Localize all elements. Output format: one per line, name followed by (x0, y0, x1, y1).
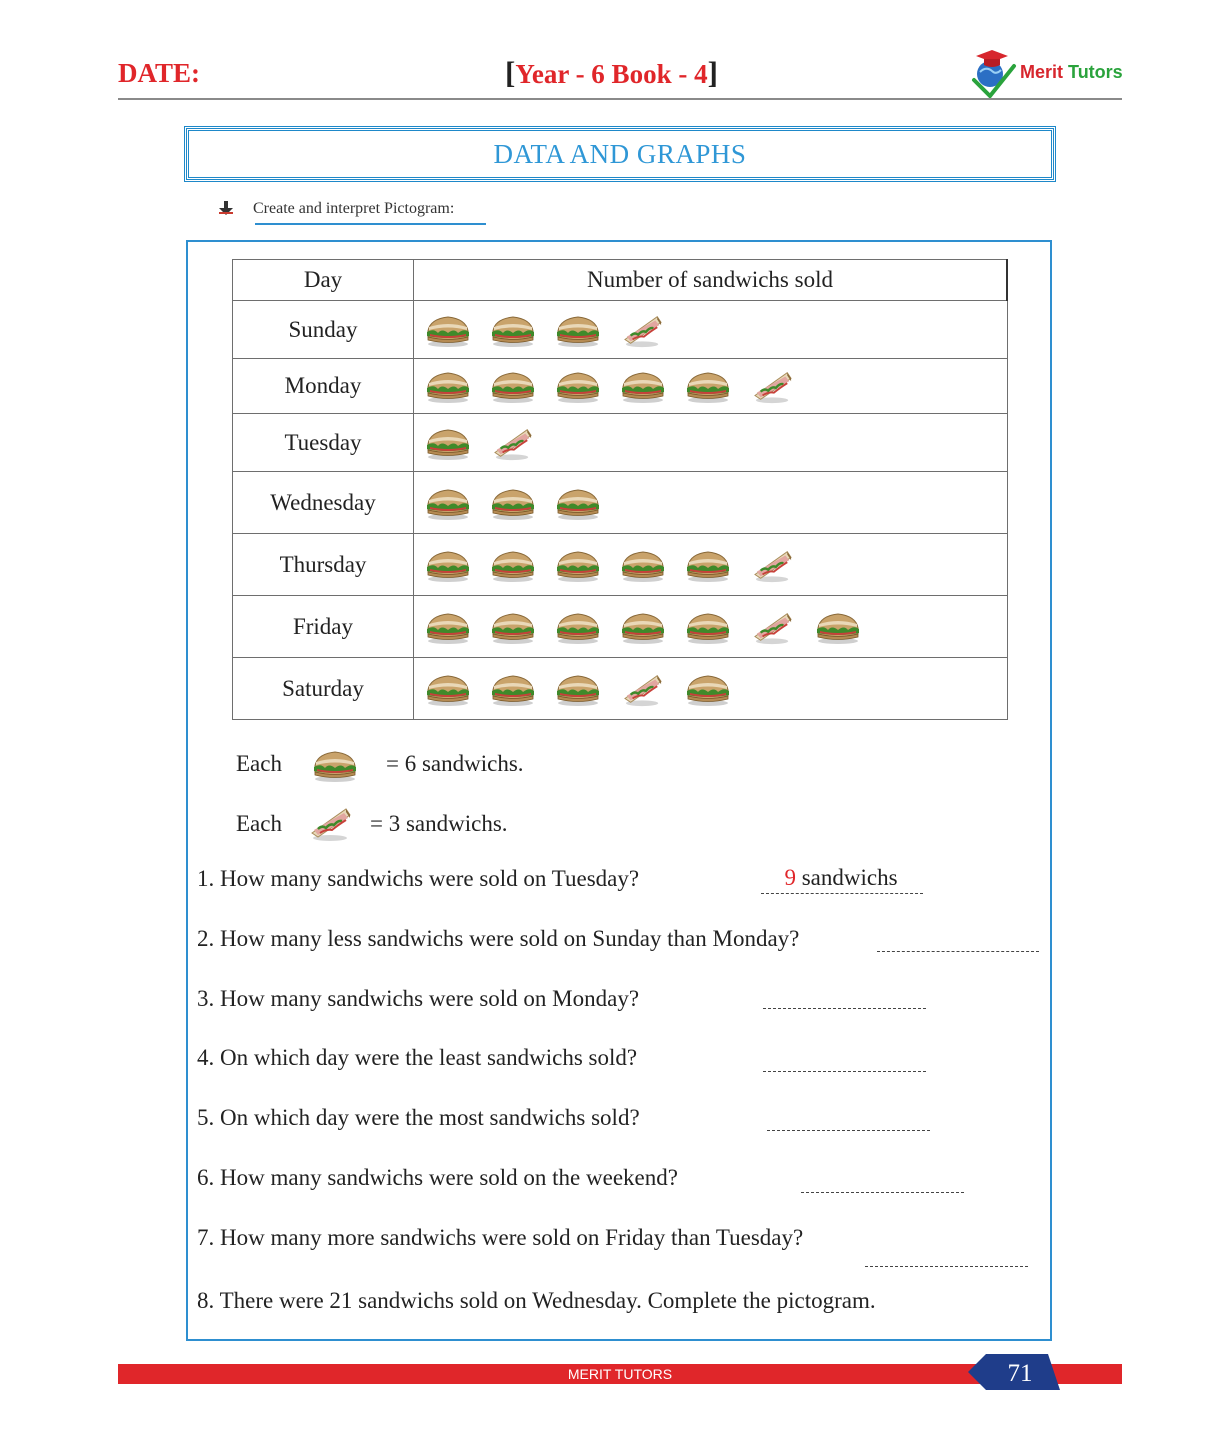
sandwich-icon (684, 608, 732, 646)
question-1: 1. How many sandwichs were sold on Tuesday? (197, 866, 640, 891)
question-4: 4. On which day were the least sandwichs sold? (197, 1045, 638, 1070)
table-row (233, 472, 1008, 534)
half-sandwich-icon (619, 311, 667, 349)
table-row (233, 658, 1008, 720)
icons-cell (414, 658, 1008, 720)
bracket-close: ] (707, 55, 718, 90)
answer-6-blank[interactable] (801, 1192, 964, 1193)
day-cell: Tuesday (233, 414, 414, 472)
sandwich-icon (424, 311, 472, 349)
bullet-arrow-icon (218, 200, 234, 216)
sandwich-icon (489, 546, 537, 584)
sandwich-icon (554, 608, 602, 646)
icons-cell (414, 414, 1008, 472)
question-2: 2. How many less sandwichs were sold on Sunday than Monday? (197, 926, 800, 951)
sandwich-icon (424, 608, 472, 646)
page-number: 71 (1007, 1360, 1033, 1387)
answer-3-blank[interactable] (763, 1008, 926, 1009)
sandwich-icon (554, 367, 602, 405)
header-rule (118, 98, 1122, 100)
date-label: DATE: (118, 58, 201, 88)
section-title: DATA AND GRAPHS (493, 138, 747, 169)
half-sandwich-icon (619, 670, 667, 708)
answer-7-blank[interactable] (865, 1266, 1028, 1267)
table-row (233, 534, 1008, 596)
sandwich-icon (489, 311, 537, 349)
logo-merit: Merit (1020, 62, 1064, 82)
sandwich-icon (424, 546, 472, 584)
sandwich-icon (489, 484, 537, 522)
icons-cell (414, 301, 1008, 359)
section-title-box (186, 128, 1054, 180)
half-sandwich-icon (749, 608, 797, 646)
bracket-open: [ (505, 55, 516, 90)
table-header-row (233, 260, 1008, 301)
answer-1-unit: sandwichs (795, 865, 898, 890)
footer-text: MERIT TUTORS (567, 1366, 673, 1382)
sandwich-icon (424, 670, 472, 708)
subheading: Create and interpret Pictogram: (253, 200, 455, 217)
question-8: 8. There were 21 sandwichs sold on Wednesday. Complete the pictogram. (197, 1288, 876, 1313)
pictogram-table (232, 259, 1008, 720)
day-cell: Friday (233, 596, 414, 658)
key-full-value: = 6 sandwichs. (386, 751, 524, 776)
question-5: 5. On which day were the most sandwichs sold? (197, 1105, 640, 1130)
half-sandwich-icon (749, 546, 797, 584)
half-sandwich-icon (749, 367, 797, 405)
header-sandwiches-sold: Number of sandwichs sold (414, 260, 1008, 301)
sandwich-icon (554, 670, 602, 708)
answer-1-line (761, 893, 923, 894)
key-half-value: = 3 sandwichs. (370, 811, 508, 836)
sandwich-icon (684, 367, 732, 405)
sandwich-icon (619, 546, 667, 584)
sandwich-icon (424, 424, 472, 462)
sandwich-icon (619, 608, 667, 646)
sandwich-icon (489, 367, 537, 405)
day-cell: Saturday (233, 658, 414, 720)
table-row (233, 359, 1008, 414)
table-row (233, 596, 1008, 658)
answer-2-blank[interactable] (877, 951, 1039, 952)
key-full-label: Each (236, 751, 282, 776)
sandwich-icon (619, 367, 667, 405)
sandwich-icon (311, 746, 359, 784)
half-sandwich-icon (489, 424, 537, 462)
icons-cell (414, 472, 1008, 534)
icons-cell (414, 534, 1008, 596)
header-day: Day (233, 260, 414, 301)
day-cell: Wednesday (233, 472, 414, 534)
question-6: 6. How many sandwichs were sold on the weekend? (197, 1165, 678, 1190)
sandwich-icon (424, 484, 472, 522)
question-7: 7. How many more sandwichs were sold on Friday than Tuesday? (197, 1225, 804, 1250)
table-row (233, 301, 1008, 359)
sandwich-icon (424, 367, 472, 405)
sandwich-icon (489, 670, 537, 708)
logo-tutors: Tutors (1068, 62, 1123, 82)
day-cell: Thursday (233, 534, 414, 596)
icons-cell (414, 359, 1008, 414)
subheading-underline (255, 223, 486, 225)
icons-cell (414, 596, 1008, 658)
sandwich-icon (814, 608, 862, 646)
book-title-text: Year - 6 Book - 4 (515, 59, 708, 89)
question-3: 3. How many sandwichs were sold on Monday? (197, 986, 640, 1011)
day-cell: Sunday (233, 301, 414, 359)
logo-text (1020, 62, 1123, 83)
sandwich-icon (554, 546, 602, 584)
table-row (233, 414, 1008, 472)
key-half-label: Each (236, 811, 282, 836)
sandwich-icon (554, 311, 602, 349)
sandwich-icon (684, 670, 732, 708)
sandwich-icon (684, 546, 732, 584)
answer-4-blank[interactable] (763, 1071, 926, 1072)
answer-5-blank[interactable] (767, 1130, 930, 1131)
answer-1[interactable] (760, 865, 922, 891)
book-title (505, 55, 718, 91)
answer-1-number: 9 (784, 865, 796, 890)
sandwich-icon (554, 484, 602, 522)
half-sandwich-icon (308, 803, 354, 843)
sandwich-icon (489, 608, 537, 646)
day-cell: Monday (233, 359, 414, 414)
